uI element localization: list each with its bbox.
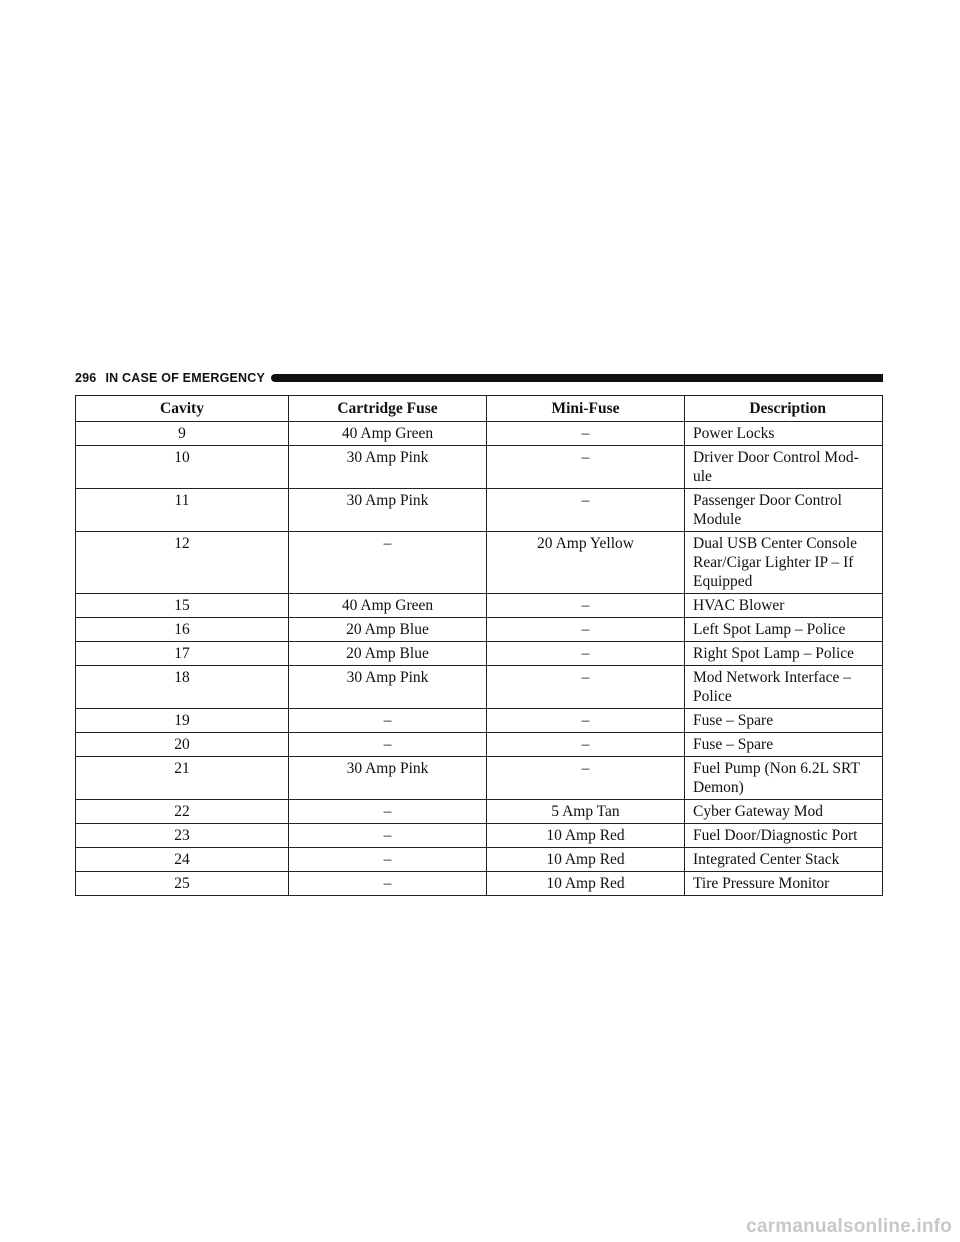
cell-cavity: 10 (76, 446, 289, 489)
table-row (76, 800, 883, 824)
cell-mini-fuse: – (487, 642, 685, 666)
cell-mini-fuse: – (487, 733, 685, 757)
table-row (76, 872, 883, 896)
table-row (76, 733, 883, 757)
page-number: 296 (75, 371, 97, 385)
cell-cartridge-fuse: 40 Amp Green (289, 594, 487, 618)
cell-description: Fuse – Spare (685, 709, 883, 733)
cell-cartridge-fuse: – (289, 532, 487, 594)
cell-cavity: 21 (76, 757, 289, 800)
cell-cavity: 25 (76, 872, 289, 896)
column-header-cavity: Cavity (76, 396, 289, 422)
table-row (76, 532, 883, 594)
table-row (76, 824, 883, 848)
column-header-description: Description (685, 396, 883, 422)
cell-mini-fuse: – (487, 446, 685, 489)
header-rule (271, 374, 883, 382)
fuse-table (75, 395, 883, 896)
cell-mini-fuse: – (487, 618, 685, 642)
column-header-mini-fuse: Mini-Fuse (487, 396, 685, 422)
cell-description: Mod Network Interface – Police (685, 666, 883, 709)
table-row (76, 489, 883, 532)
cell-mini-fuse: – (487, 757, 685, 800)
cell-cavity: 15 (76, 594, 289, 618)
cell-mini-fuse: – (487, 422, 685, 446)
table-row (76, 709, 883, 733)
cell-mini-fuse: 20 Amp Yellow (487, 532, 685, 594)
cell-description: Fuel Door/Diagnostic Port (685, 824, 883, 848)
cell-mini-fuse: 5 Amp Tan (487, 800, 685, 824)
cell-description: Fuel Pump (Non 6.2L SRT Demon) (685, 757, 883, 800)
cell-cartridge-fuse: – (289, 800, 487, 824)
cell-mini-fuse: 10 Amp Red (487, 824, 685, 848)
cell-mini-fuse: – (487, 709, 685, 733)
table-row (76, 757, 883, 800)
cell-description: Integrated Center Stack (685, 848, 883, 872)
table-row (76, 422, 883, 446)
table-row (76, 642, 883, 666)
cell-cartridge-fuse: 30 Amp Pink (289, 757, 487, 800)
cell-cavity: 23 (76, 824, 289, 848)
cell-mini-fuse: – (487, 594, 685, 618)
cell-description: Power Locks (685, 422, 883, 446)
cell-cartridge-fuse: 40 Amp Green (289, 422, 487, 446)
cell-description: HVAC Blower (685, 594, 883, 618)
cell-mini-fuse: 10 Amp Red (487, 872, 685, 896)
column-header-cartridge-fuse: Cartridge Fuse (289, 396, 487, 422)
cell-cavity: 24 (76, 848, 289, 872)
table-row (76, 618, 883, 642)
table-row (76, 666, 883, 709)
cell-cartridge-fuse: – (289, 848, 487, 872)
cell-cavity: 11 (76, 489, 289, 532)
cell-description: Cyber Gateway Mod (685, 800, 883, 824)
cell-description: Fuse – Spare (685, 733, 883, 757)
page-header (75, 370, 883, 386)
cell-cavity: 9 (76, 422, 289, 446)
watermark: carmanualsonline.info (746, 1216, 952, 1237)
cell-cartridge-fuse: 30 Amp Pink (289, 446, 487, 489)
cell-mini-fuse: – (487, 489, 685, 532)
cell-cartridge-fuse: 30 Amp Pink (289, 489, 487, 532)
cell-cavity: 20 (76, 733, 289, 757)
cell-cartridge-fuse: – (289, 824, 487, 848)
cell-cavity: 18 (76, 666, 289, 709)
table-row (76, 848, 883, 872)
cell-cavity: 19 (76, 709, 289, 733)
cell-cartridge-fuse: 20 Amp Blue (289, 618, 487, 642)
table-row (76, 446, 883, 489)
cell-cartridge-fuse: – (289, 733, 487, 757)
cell-description: Right Spot Lamp – Police (685, 642, 883, 666)
cell-cavity: 22 (76, 800, 289, 824)
cell-mini-fuse: 10 Amp Red (487, 848, 685, 872)
cell-cartridge-fuse: 20 Amp Blue (289, 642, 487, 666)
section-title: IN CASE OF EMERGENCY (105, 371, 266, 385)
cell-description: Driver Door Control Mod-ule (685, 446, 883, 489)
cell-cartridge-fuse: – (289, 709, 487, 733)
cell-cartridge-fuse: – (289, 872, 487, 896)
cell-cartridge-fuse: 30 Amp Pink (289, 666, 487, 709)
cell-description: Tire Pressure Monitor (685, 872, 883, 896)
cell-cavity: 16 (76, 618, 289, 642)
cell-description: Left Spot Lamp – Police (685, 618, 883, 642)
cell-cavity: 17 (76, 642, 289, 666)
cell-description: Passenger Door Control Module (685, 489, 883, 532)
table-row (76, 594, 883, 618)
cell-mini-fuse: – (487, 666, 685, 709)
cell-description: Dual USB Center Console Rear/Cigar Lighter IP – If Equipped (685, 532, 883, 594)
cell-cavity: 12 (76, 532, 289, 594)
table-header-row (76, 396, 883, 422)
table-body (76, 422, 883, 896)
